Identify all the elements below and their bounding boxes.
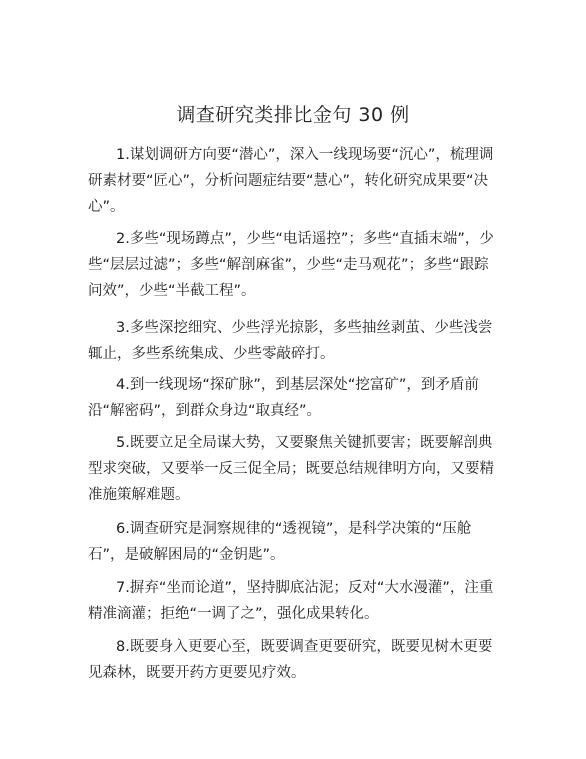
- paragraph-4: 4.到一线现场“探矿脉”，到基层深处“挖富矿”，到矛盾前沿“解密码”，到群众身边“取真经”。: [88, 377, 479, 419]
- paragraph-6: 6.调查研究是洞察规律的“透视镜”，是科学决策的“压舱石”，是破解困局的“金钥匙”。: [88, 521, 472, 563]
- paragraph-2: 2.多些“现场蹲点”，少些“电话遥控”；多些“直插末端”，少些“层层过滤”；多些“解剖麻雀”，少些“走马观花”；多些“跟踪问效”，少些“半截工程”。: [88, 231, 494, 299]
- paragraph-8: 8.既要身入更要心至，既要调查更要研究，既要见树木更要见森林，既要开药方更要见疗效。: [88, 639, 493, 681]
- paragraph-1: 1.谋划调研方向要“潜心”，深入一线现场要“沉心”，梳理调研素材要“匠心”，分析问题症结要“慧心”，转化研究成果要“决心”。: [88, 147, 494, 215]
- paragraph-7: 7.摒弃“坐而论道”，坚持脚底沾泥；反对“大水漫灌”，注重精准滴灌；拒绝“一调了之”，强化成果转化。: [88, 580, 494, 622]
- document-title: 调查研究类排比金句 30 例: [176, 104, 410, 126]
- paragraph-5: 5.既要立足全局谋大势，又要聚焦关键抓要害；既要解剖典型求突破，又要举一反三促全局；既要总结规律明方向，又要精准施策解难题。: [88, 435, 494, 503]
- paragraph-3: 3.多些深挖细究、少些浮光掠影，多些抽丝剥茧、少些浅尝辄止，多些系统集成、少些零敲碎打。: [88, 320, 493, 362]
